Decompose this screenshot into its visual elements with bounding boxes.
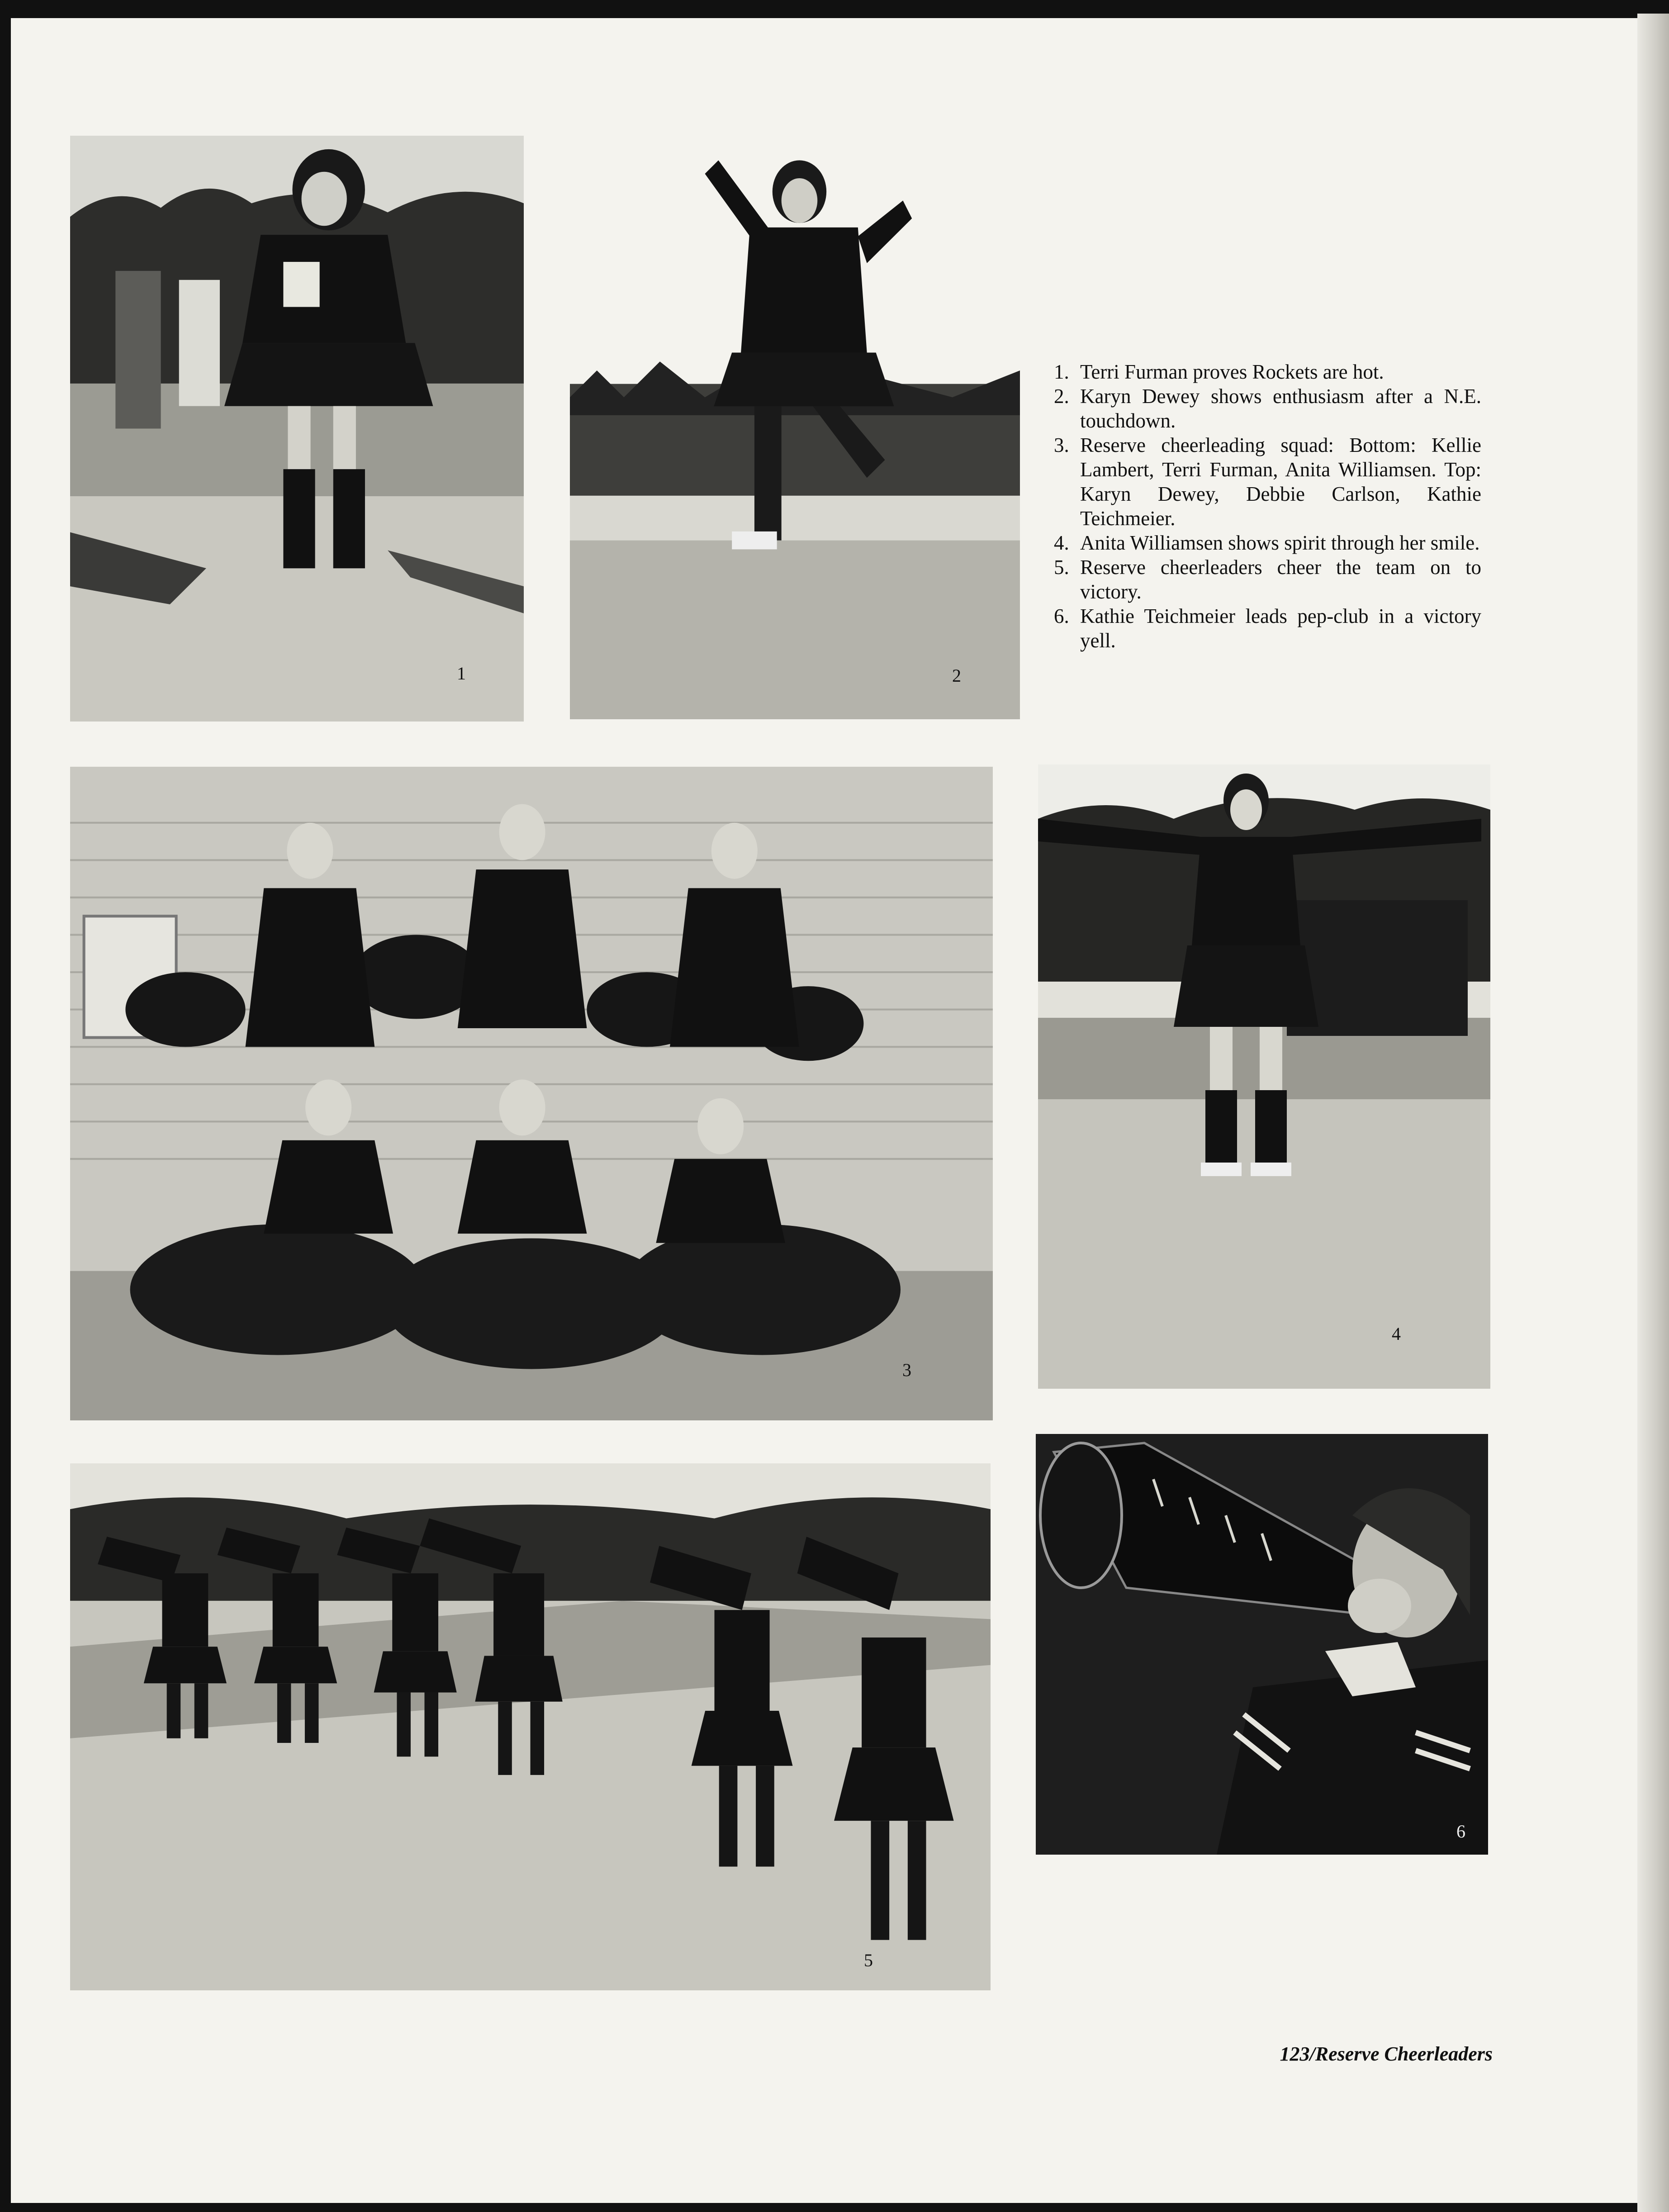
photo-3 [70,767,993,1420]
photo-1-number: 1 [457,663,466,684]
photo-3-image [70,767,993,1420]
caption-text: Karyn Dewey shows enthusiasm after a N.E. touchdown. [1080,385,1481,432]
page-edge [1637,14,1669,2212]
photo-4-number: 4 [1392,1324,1401,1344]
caption-number: 2. [1054,385,1069,408]
photo-2-image [570,138,1020,719]
photo-5-image [70,1463,991,1990]
caption-number: 1. [1054,361,1069,383]
caption-item [1054,433,1481,531]
page-footer: 123/Reserve Cheerleaders [1280,2043,1493,2065]
photo-5-number: 5 [864,1950,873,1970]
caption-item [1054,360,1481,384]
caption-item [1054,555,1481,604]
photo-2 [570,138,1020,719]
photo-6-image [1036,1434,1488,1855]
caption-number: 3. [1054,434,1069,456]
caption-number: 4. [1054,532,1069,554]
caption-text: Reserve cheerleaders cheer the team on to victory. [1080,556,1481,603]
caption-item [1054,384,1481,433]
photo-2-number: 2 [952,665,961,686]
caption-text: Terri Furman proves Rockets are hot. [1080,361,1384,383]
caption-text: Anita Williamsen shows spirit through her smile. [1080,532,1480,554]
photo-6 [1036,1434,1488,1855]
photo-1 [70,136,524,722]
caption-item [1054,531,1481,555]
caption-list [1054,360,1481,653]
photo-1-image [70,136,524,722]
photo-3-number: 3 [902,1360,911,1380]
photo-5 [70,1463,991,1990]
caption-number: 5. [1054,556,1069,579]
caption-text: Reserve cheerleading squad: Bottom: Kellie Lambert, Terri Furman, Anita Williamsen. Top: Karyn Dewey, Debbie Carlson, Kathie Teichmeier. [1080,434,1481,530]
caption-number: 6. [1054,605,1069,627]
caption-text: Kathie Teichmeier leads pep-club in a victory yell. [1080,605,1481,652]
photo-4 [1038,764,1490,1389]
caption-item [1054,604,1481,653]
photo-6-number: 6 [1456,1821,1465,1842]
photo-4-image [1038,764,1490,1389]
